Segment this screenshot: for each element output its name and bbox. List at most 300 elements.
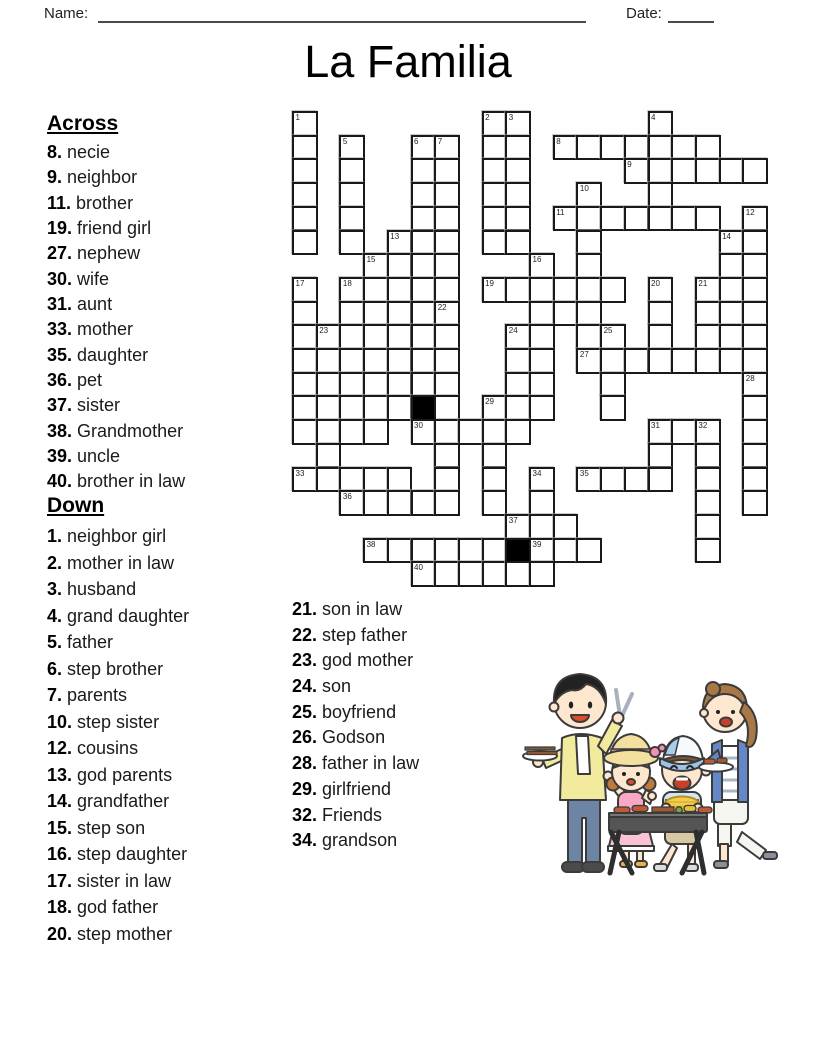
grid-cell-r4c0[interactable] xyxy=(292,206,318,232)
grid-cell-r15c17[interactable] xyxy=(695,467,721,493)
cell-number: 23 xyxy=(319,326,329,336)
across-clue-list xyxy=(47,142,292,497)
clue-item-18: 18. god father xyxy=(47,897,159,917)
grid-cell-r7c0[interactable] xyxy=(292,277,318,303)
grid-cell-r3c0[interactable] xyxy=(292,182,318,208)
grid-cell-r18c4[interactable] xyxy=(387,538,413,564)
grid-cell-r11c1[interactable] xyxy=(316,372,342,398)
grid-cell-r18c12[interactable] xyxy=(576,538,602,564)
grid-cell-r1c14[interactable] xyxy=(624,135,650,161)
grid-cell-r3c8[interactable] xyxy=(482,182,508,208)
grid-cell-r1c12[interactable] xyxy=(576,135,602,161)
grid-cell-r11c2[interactable] xyxy=(339,372,365,398)
cell-number: 25 xyxy=(603,326,613,336)
grid-cell-r15c12[interactable] xyxy=(576,467,602,493)
grid-cell-r12c19[interactable] xyxy=(742,395,768,421)
grid-cell-r6c3[interactable] xyxy=(363,253,389,279)
clue-item-19: 19. friend girl xyxy=(47,218,152,239)
cell-number: 36 xyxy=(342,492,352,502)
down-clue-list-column2 xyxy=(292,599,512,856)
grid-cell-r2c5[interactable] xyxy=(411,158,437,184)
grid-cell-r11c10[interactable] xyxy=(529,372,555,398)
cell-number: 40 xyxy=(414,563,423,573)
clue-item-15: 15. step son xyxy=(47,817,146,838)
grid-cell-r4c5[interactable] xyxy=(411,206,437,232)
grid-cell-r16c3[interactable] xyxy=(363,490,389,516)
grid-cell-r19c5[interactable] xyxy=(411,561,437,587)
grid-cell-r15c13[interactable] xyxy=(600,467,626,493)
grid-cell-r6c10[interactable] xyxy=(529,253,555,279)
grid-cell-r13c16[interactable] xyxy=(671,419,697,445)
grid-cell-r5c2[interactable] xyxy=(339,230,365,256)
grid-cell-r7c10[interactable] xyxy=(529,277,555,303)
grid-cell-r15c2[interactable] xyxy=(339,467,365,493)
cell-number: 32 xyxy=(698,421,708,431)
grid-cell-r10c9[interactable] xyxy=(505,348,531,374)
grid-cell-r9c18[interactable] xyxy=(719,324,745,350)
clue-item-35: 35. daughter xyxy=(47,344,149,365)
cell-number: 11 xyxy=(556,207,565,217)
grid-cell-r3c9[interactable] xyxy=(505,182,531,208)
grid-cell-r4c19[interactable] xyxy=(742,206,768,232)
cell-number: 30 xyxy=(414,421,423,431)
grid-cell-r8c6[interactable] xyxy=(434,301,460,327)
grid-cell-r14c1[interactable] xyxy=(316,443,342,469)
grid-cell-r5c9[interactable] xyxy=(505,230,531,256)
boy-figure xyxy=(654,736,704,871)
clue-item-31: 31. aunt xyxy=(47,294,113,315)
grid-cell-r17c9[interactable] xyxy=(505,514,531,540)
grid-cell-r15c0[interactable] xyxy=(292,467,318,493)
grid-cell-r10c3[interactable] xyxy=(363,348,389,374)
cell-number: 39 xyxy=(532,539,542,549)
grid-cell-r19c8[interactable] xyxy=(482,561,508,587)
grid-cell-r1c9[interactable] xyxy=(505,135,531,161)
clue-item-12: 12. cousins xyxy=(47,738,139,758)
clue-item-32: 32. Friends xyxy=(292,804,383,825)
clue-item-3: 3. husband xyxy=(47,579,137,599)
grid-cell-r15c3[interactable] xyxy=(363,467,389,493)
grid-cell-r4c16[interactable] xyxy=(671,206,697,232)
cell-number: 35 xyxy=(579,468,589,478)
grid-cell-r12c8[interactable] xyxy=(482,395,508,421)
grid-cell-r1c2[interactable] xyxy=(339,135,365,161)
grid-cell-r7c9[interactable] xyxy=(505,277,531,303)
clue-item-23: 23. god mother xyxy=(292,650,414,671)
grid-cell-r17c10[interactable] xyxy=(529,514,555,540)
grid-cell-r4c11[interactable] xyxy=(553,206,579,232)
grid-cell-r18c11[interactable] xyxy=(553,538,579,564)
grid-cell-r5c12[interactable] xyxy=(576,230,602,256)
grid-cell-r4c13[interactable] xyxy=(600,206,626,232)
grid-cell-r11c13[interactable] xyxy=(600,372,626,398)
grid-cell-black-r12c5 xyxy=(411,395,437,421)
grid-cell-r5c19[interactable] xyxy=(742,230,768,256)
grid-cell-r14c6[interactable] xyxy=(434,443,460,469)
grid-cell-r16c5[interactable] xyxy=(411,490,437,516)
name-input-line[interactable] xyxy=(98,21,586,23)
grid-cell-r10c6[interactable] xyxy=(434,348,460,374)
clue-item-27: 27. nephew xyxy=(47,243,141,264)
grid-cell-r7c15[interactable] xyxy=(648,277,674,303)
clue-item-8: 8. necie xyxy=(47,142,111,162)
grid-cell-r5c6[interactable] xyxy=(434,230,460,256)
grid-cell-r5c8[interactable] xyxy=(482,230,508,256)
grid-cell-r14c19[interactable] xyxy=(742,443,768,469)
grid-cell-r8c5[interactable] xyxy=(411,301,437,327)
grid-cell-r1c5[interactable] xyxy=(411,135,437,161)
grid-cell-r9c5[interactable] xyxy=(411,324,437,350)
grid-cell-r16c2[interactable] xyxy=(339,490,365,516)
clue-item-6: 6. step brother xyxy=(47,658,164,679)
grid-cell-r16c19[interactable] xyxy=(742,490,768,516)
grid-cell-r19c7[interactable] xyxy=(458,561,484,587)
grid-cell-r13c3[interactable] xyxy=(363,419,389,445)
grid-cell-r14c15[interactable] xyxy=(648,443,674,469)
cell-number: 7 xyxy=(437,136,443,146)
grid-cell-r7c6[interactable] xyxy=(434,277,460,303)
grid-cell-r10c19[interactable] xyxy=(742,348,768,374)
crossword-grid xyxy=(292,111,770,589)
grid-cell-r16c17[interactable] xyxy=(695,490,721,516)
grid-cell-r2c17[interactable] xyxy=(695,158,721,184)
cell-number: 13 xyxy=(390,231,400,241)
grid-cell-r0c9[interactable] xyxy=(505,111,531,137)
cell-number: 6 xyxy=(414,136,419,146)
girl-figure xyxy=(604,734,666,867)
grid-cell-r2c14[interactable] xyxy=(624,158,650,184)
clue-item-29: 29. girlfriend xyxy=(292,778,392,799)
clue-item-30: 30. wife xyxy=(47,268,110,289)
grid-cell-r12c6[interactable] xyxy=(434,395,460,421)
clue-item-24: 24. son xyxy=(292,676,352,697)
grid-cell-r5c18[interactable] xyxy=(719,230,745,256)
grid-cell-r4c2[interactable] xyxy=(339,206,365,232)
grid-cell-r2c0[interactable] xyxy=(292,158,318,184)
grid-cell-r4c17[interactable] xyxy=(695,206,721,232)
grid-cell-r5c0[interactable] xyxy=(292,230,318,256)
grid-cell-r5c4[interactable] xyxy=(387,230,413,256)
grid-cell-r10c16[interactable] xyxy=(671,348,697,374)
grid-cell-r10c1[interactable] xyxy=(316,348,342,374)
mom-figure xyxy=(699,682,777,868)
grid-cell-r9c13[interactable] xyxy=(600,324,626,350)
grid-cell-r7c17[interactable] xyxy=(695,277,721,303)
clue-item-2: 2. mother in law xyxy=(47,552,175,573)
grid-cell-r8c18[interactable] xyxy=(719,301,745,327)
grid-cell-r8c10[interactable] xyxy=(529,301,555,327)
date-input-line[interactable] xyxy=(668,21,714,23)
grid-cell-r18c3[interactable] xyxy=(363,538,389,564)
grid-cell-r15c6[interactable] xyxy=(434,467,460,493)
grid-cell-r11c0[interactable] xyxy=(292,372,318,398)
grid-cell-r6c6[interactable] xyxy=(434,253,460,279)
grid-cell-r14c17[interactable] xyxy=(695,443,721,469)
clue-item-5: 5. father xyxy=(47,632,114,652)
clue-item-20: 20. step mother xyxy=(47,923,173,944)
cell-number: 16 xyxy=(532,255,542,265)
grid-cell-r7c5[interactable] xyxy=(411,277,437,303)
clue-item-34: 34. grandson xyxy=(292,830,398,851)
grid-cell-r12c3[interactable] xyxy=(363,395,389,421)
grid-cell-r11c3[interactable] xyxy=(363,372,389,398)
grid-cell-r12c0[interactable] xyxy=(292,395,318,421)
cell-number: 12 xyxy=(745,207,755,217)
grid-cell-r7c4[interactable] xyxy=(387,277,413,303)
clue-item-9: 9. neighbor xyxy=(47,167,138,188)
grid-cell-r7c13[interactable] xyxy=(600,277,626,303)
grid-cell-r12c10[interactable] xyxy=(529,395,555,421)
grid-cell-r3c2[interactable] xyxy=(339,182,365,208)
cell-number: 2 xyxy=(485,113,490,122)
grid-cell-r3c15[interactable] xyxy=(648,182,674,208)
grid-cell-r4c14[interactable] xyxy=(624,206,650,232)
clue-item-38: 38. Grandmother xyxy=(47,420,184,441)
grid-cell-r9c10[interactable] xyxy=(529,324,555,350)
grid-cell-r1c6[interactable] xyxy=(434,135,460,161)
grid-cell-r13c1[interactable] xyxy=(316,419,342,445)
grid-cell-r13c15[interactable] xyxy=(648,419,674,445)
grid-cell-r18c10[interactable] xyxy=(529,538,555,564)
grid-cell-r14c8[interactable] xyxy=(482,443,508,469)
grid-cell-r9c0[interactable] xyxy=(292,324,318,350)
grid-cell-r1c0[interactable] xyxy=(292,135,318,161)
grid-cell-r9c4[interactable] xyxy=(387,324,413,350)
grid-cell-r11c9[interactable] xyxy=(505,372,531,398)
grid-cell-r0c8[interactable] xyxy=(482,111,508,137)
grid-cell-r17c11[interactable] xyxy=(553,514,579,540)
family-bbq-illustration xyxy=(516,652,806,904)
grid-cell-r15c19[interactable] xyxy=(742,467,768,493)
clue-item-37: 37. sister xyxy=(47,395,121,416)
clue-item-33: 33. mother xyxy=(47,319,134,340)
grid-cell-r6c4[interactable] xyxy=(387,253,413,279)
down-heading: Down xyxy=(47,494,105,517)
grid-cell-r9c3[interactable] xyxy=(363,324,389,350)
grid-cell-r9c12[interactable] xyxy=(576,324,602,350)
cell-number: 33 xyxy=(295,468,305,478)
grid-cell-r4c8[interactable] xyxy=(482,206,508,232)
cell-number: 27 xyxy=(579,350,589,359)
grid-cell-r17c17[interactable] xyxy=(695,514,721,540)
grid-cell-r19c10[interactable] xyxy=(529,561,555,587)
cell-number: 14 xyxy=(722,231,731,241)
cell-number: 8 xyxy=(556,136,561,146)
grid-cell-r10c17[interactable] xyxy=(695,348,721,374)
grid-cell-r15c14[interactable] xyxy=(624,467,650,493)
grid-cell-r9c2[interactable] xyxy=(339,324,365,350)
grid-cell-r8c19[interactable] xyxy=(742,301,768,327)
grid-cell-r10c4[interactable] xyxy=(387,348,413,374)
grid-cell-r6c12[interactable] xyxy=(576,253,602,279)
grid-cell-r2c19[interactable] xyxy=(742,158,768,184)
grid-cell-r3c6[interactable] xyxy=(434,182,460,208)
grid-cell-r15c8[interactable] xyxy=(482,467,508,493)
grid-cell-r12c13[interactable] xyxy=(600,395,626,421)
grid-cell-r9c17[interactable] xyxy=(695,324,721,350)
grid-cell-r2c18[interactable] xyxy=(719,158,745,184)
grid-cell-r13c0[interactable] xyxy=(292,419,318,445)
clue-item-36: 36. pet xyxy=(47,370,103,391)
cell-number: 37 xyxy=(508,515,518,525)
grid-cell-r12c1[interactable] xyxy=(316,395,342,421)
grid-cell-r13c9[interactable] xyxy=(505,419,531,445)
grid-cell-r4c6[interactable] xyxy=(434,206,460,232)
grid-cell-r13c2[interactable] xyxy=(339,419,365,445)
clue-item-10: 10. step sister xyxy=(47,711,160,732)
cell-number: 19 xyxy=(485,278,494,288)
grid-cell-r12c2[interactable] xyxy=(339,395,365,421)
grid-cell-r10c5[interactable] xyxy=(411,348,437,374)
cell-number: 29 xyxy=(485,397,494,407)
grid-cell-r16c4[interactable] xyxy=(387,490,413,516)
grid-cell-r1c15[interactable] xyxy=(648,135,674,161)
clue-item-22: 22. step father xyxy=(292,624,408,645)
cell-number: 10 xyxy=(579,184,589,194)
grid-cell-r15c15[interactable] xyxy=(648,467,674,493)
grid-cell-r16c6[interactable] xyxy=(434,490,460,516)
grid-cell-r8c3[interactable] xyxy=(363,301,389,327)
clue-item-16: 16. step daughter xyxy=(47,844,188,864)
clue-item-17: 17. sister in law xyxy=(47,870,172,891)
grid-cell-r7c19[interactable] xyxy=(742,277,768,303)
down-clue-list xyxy=(47,526,292,950)
grid-cell-r7c12[interactable] xyxy=(576,277,602,303)
grid-cell-r8c15[interactable] xyxy=(648,301,674,327)
clue-item-11: 11. brother xyxy=(47,192,134,213)
grid-cell-r19c9[interactable] xyxy=(505,561,531,587)
grid-cell-r11c6[interactable] xyxy=(434,372,460,398)
grid-cell-r12c4[interactable] xyxy=(387,395,413,421)
grid-cell-r11c19[interactable] xyxy=(742,372,768,398)
grid-cell-r2c16[interactable] xyxy=(671,158,697,184)
grid-cell-r18c6[interactable] xyxy=(434,538,460,564)
grid-cell-r8c17[interactable] xyxy=(695,301,721,327)
grid-cell-r15c1[interactable] xyxy=(316,467,342,493)
cell-number: 31 xyxy=(651,421,660,431)
grid-cell-r2c8[interactable] xyxy=(482,158,508,184)
clue-item-39: 39. uncle xyxy=(47,446,121,467)
cell-number: 17 xyxy=(295,278,305,288)
grid-cell-r10c0[interactable] xyxy=(292,348,318,374)
cell-number: 22 xyxy=(437,302,447,312)
grid-cell-r6c18[interactable] xyxy=(719,253,745,279)
cell-number: 3 xyxy=(508,113,514,122)
grid-cell-r13c7[interactable] xyxy=(458,419,484,445)
grid-cell-r7c18[interactable] xyxy=(719,277,745,303)
grid-cell-r11c4[interactable] xyxy=(387,372,413,398)
grid-cell-r15c10[interactable] xyxy=(529,467,555,493)
cell-number: 24 xyxy=(508,326,518,336)
cell-number: 18 xyxy=(342,278,352,288)
grid-cell-r7c3[interactable] xyxy=(363,277,389,303)
grid-cell-r4c15[interactable] xyxy=(648,206,674,232)
grid-cell-r8c12[interactable] xyxy=(576,301,602,327)
grid-cell-r1c16[interactable] xyxy=(671,135,697,161)
grid-cell-r0c15[interactable] xyxy=(648,111,674,137)
grid-cell-black-r18c9 xyxy=(505,538,531,564)
grid-cell-r9c9[interactable] xyxy=(505,324,531,350)
grid-cell-r13c5[interactable] xyxy=(411,419,437,445)
grid-cell-r8c11[interactable] xyxy=(553,301,579,327)
grid-cell-r18c7[interactable] xyxy=(458,538,484,564)
cell-number: 5 xyxy=(342,136,348,146)
grid-cell-r9c19[interactable] xyxy=(742,324,768,350)
grid-cell-r1c8[interactable] xyxy=(482,135,508,161)
grid-cell-r9c6[interactable] xyxy=(434,324,460,350)
grid-cell-r16c10[interactable] xyxy=(529,490,555,516)
grid-cell-r4c9[interactable] xyxy=(505,206,531,232)
grid-cell-r7c11[interactable] xyxy=(553,277,579,303)
grid-cell-r4c12[interactable] xyxy=(576,206,602,232)
grid-cell-r18c5[interactable] xyxy=(411,538,437,564)
cell-number: 20 xyxy=(651,278,660,288)
across-heading: Across xyxy=(47,112,119,135)
grid-cell-r6c19[interactable] xyxy=(742,253,768,279)
grid-cell-r10c13[interactable] xyxy=(600,348,626,374)
grid-cell-r8c2[interactable] xyxy=(339,301,365,327)
cell-number: 9 xyxy=(627,160,632,170)
clue-item-14: 14. grandfather xyxy=(47,791,170,811)
grid-cell-r10c18[interactable] xyxy=(719,348,745,374)
grid-cell-r3c5[interactable] xyxy=(411,182,437,208)
grid-cell-r18c17[interactable] xyxy=(695,538,721,564)
grid-cell-r2c9[interactable] xyxy=(505,158,531,184)
grid-cell-r15c4[interactable] xyxy=(387,467,413,493)
grid-cell-r0c0[interactable] xyxy=(292,111,318,137)
cell-number: 15 xyxy=(366,255,376,265)
grid-cell-r19c6[interactable] xyxy=(434,561,460,587)
grid-cell-r18c8[interactable] xyxy=(482,538,508,564)
grid-cell-r2c2[interactable] xyxy=(339,158,365,184)
grid-cell-r16c8[interactable] xyxy=(482,490,508,516)
clue-item-21: 21. son in law xyxy=(292,599,403,619)
grid-cell-r10c10[interactable] xyxy=(529,348,555,374)
grid-cell-r8c4[interactable] xyxy=(387,301,413,327)
clue-item-26: 26. Godson xyxy=(292,727,386,748)
grid-cell-r1c17[interactable] xyxy=(695,135,721,161)
grid-cell-r2c15[interactable] xyxy=(648,158,674,184)
grid-cell-r1c11[interactable] xyxy=(553,135,579,161)
grid-cell-r10c14[interactable] xyxy=(624,348,650,374)
grid-cell-r11c5[interactable] xyxy=(411,372,437,398)
grid-cell-r3c12[interactable] xyxy=(576,182,602,208)
grid-cell-r13c8[interactable] xyxy=(482,419,508,445)
grid-cell-r7c8[interactable] xyxy=(482,277,508,303)
grid-cell-r12c9[interactable] xyxy=(505,395,531,421)
clue-item-7: 7. parents xyxy=(47,685,128,705)
grid-cell-r13c6[interactable] xyxy=(434,419,460,445)
grid-cell-r10c12[interactable] xyxy=(576,348,602,374)
grid-cell-r9c15[interactable] xyxy=(648,324,674,350)
grid-cell-r7c2[interactable] xyxy=(339,277,365,303)
cell-number: 21 xyxy=(698,278,708,288)
name-label: Name: xyxy=(44,5,89,22)
grid-cell-r9c1[interactable] xyxy=(316,324,342,350)
cell-number: 34 xyxy=(532,468,542,478)
grid-cell-r10c15[interactable] xyxy=(648,348,674,374)
grid-cell-r8c0[interactable] xyxy=(292,301,318,327)
grid-cell-r13c17[interactable] xyxy=(695,419,721,445)
grid-cell-r10c2[interactable] xyxy=(339,348,365,374)
grid-cell-r2c6[interactable] xyxy=(434,158,460,184)
clue-item-1: 1. neighbor girl xyxy=(47,526,167,546)
grid-cell-r1c13[interactable] xyxy=(600,135,626,161)
grid-cell-r5c5[interactable] xyxy=(411,230,437,256)
clue-item-4: 4. grand daughter xyxy=(47,605,190,626)
grid-cell-r6c5[interactable] xyxy=(411,253,437,279)
grid-cell-r13c19[interactable] xyxy=(742,419,768,445)
